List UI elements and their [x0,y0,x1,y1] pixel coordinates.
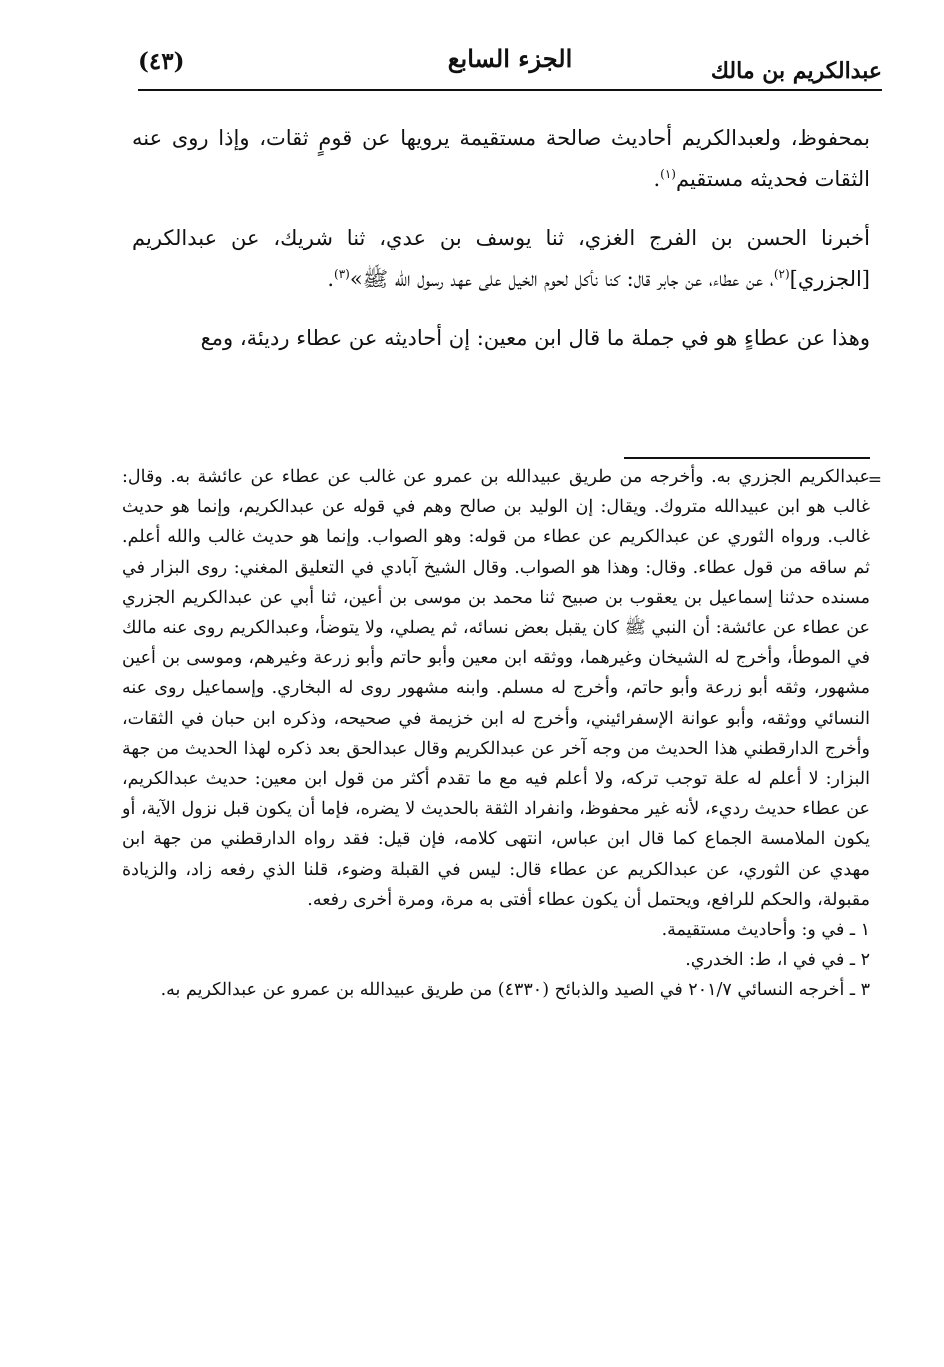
footnote-list [122,915,870,1006]
footnote-1: ١ ـ في و: وأحاديث مستقيمة. [661,920,870,941]
main-text [132,118,870,359]
page-number: (٤٣) [138,48,185,75]
header-rule [138,89,882,91]
footnote-ref-1: (١) [660,167,676,181]
running-head-section: عبدالكريم بن مالك [710,58,882,84]
running-head-volume: الجزء السابع [447,44,573,73]
paragraph-3: وهذا عن عطاءٍ هو في جملة ما قال ابن معين: إن أحاديثه عن عطاء رديئة، ومع [200,326,870,350]
footnote-2: ٢ ـ في في ا، ط: الخدري. [685,950,870,971]
footnote-ref-2: (٢) [773,267,790,281]
paragraph-1-text: بمحفوظ، ولعبدالكريم أحاديث صالحة مستقيمة يرويها عن قومٍ ثقات، وإذا روى عنه الثقات فحديثه مستقيم [132,126,870,191]
page-header [138,44,882,90]
paragraph-1-end: . [653,167,661,191]
continuation-text: عبدالكريم الجزري به. وأخرجه من طريق عبيدالله بن عمرو عن غالب عن عطاء عن عائشة به. وقال: غالب هو ابن عبيدالله متروك. ويقال: إن الوليد بن صالح وهم في قوله عن عبدالكريم، وإنما هو حديث غالب. ورواه الثوري عن عبدالكريم عن عطاء من قوله: وهو الصواب. وإنما هو حديث غالب والله أعلم. ثم ساقه من قول عطاء. وقال: وهذا هو الصواب. وقال الشيخ آبادي في التعليق المغني: روى البزار في مسنده حدثنا إسماعيل بن يعقوب بن صبيح ثنا محمد بن موسى بن أعين، ثنا أبي عن عبدالكريم الجزري عن عطاء عن عائشة: أن النبي ﷺ كان يقبل بعض نسائه، ثم يصلي، ولا يتوضأ، وعبدالكريم روى عنه مالك في الموطأ، وأخرج له الشيخان وغيرهما، ووثقه ابن معين وأبو حاتم وأبو زرعة وغيرهم، وموسى بن أعين مشهور، وثقه أبو زرعة وأبو حاتم، وأخرج له مسلم. وابنه مشهور روى له البخاري. وإسماعيل روى عنه النسائي ووثقه، وأبو عوانة الإسفرائيني، وأخرج له ابن خزيمة في صحيحه، وذكره ابن حبان في الثقات، وأخرج الدارقطني هذا الحديث من وجه آخر عن عبدالكريم وقال عبدالحق بعد ذكره لهذا الحديث من جهة البزار: لا أعلم له علة توجب تركه، ولا أعلم فيه مع ما تقدم أكثر من قول ابن معين: حديث عبدالكريم، عن عطاء حديث رديء، لأنه غير محفوظ، وانفراد الثقة بالحديث لا يضره، فإما أن يكون قبل نزول الآية، أو يكون الملامسة الجماع كما قال ابن عباس، انتهى كلامه، فإن قيل: فقد رواه الدارقطني من جهة ابن مهدي عن الثوري، عن عبدالكريم عن عطاء قال: ليس في القبلة وضوء، قلنا الذي رفعه زاد، والزيادة مقبولة، والحكم للرافع، ويحتمل أن يكون عطاء أفتى به مرة، ومرة أخرى رفعه. [122,467,870,910]
continuation-mark: = [867,470,882,490]
footnotes-area [122,462,882,1006]
paragraph-2-text-b: ، عن عطاء، عن جابر قال: كنا نأكل لحوم الخيل على عهد رسول الله ﷺ» [349,267,774,291]
footnote-continuation [122,462,882,915]
footnote-3: ٣ ـ أخرجه النسائي ٢٠١/٧ في الصيد والذبائح (٤٣٣٠) من طريق عبيدالله بن عمرو عن عبدالكريم به. [160,980,870,1001]
paragraph-2 [132,218,870,300]
paragraph-2-text-a: أخبرنا الحسن بن الفرج الغزي، ثنا يوسف بن عدي، ثنا شريك، عن عبدالكريم [الجزري] [132,226,870,291]
footnote-ref-3: (٣) [334,267,350,281]
paragraph-1 [132,118,870,200]
paragraph-2-end: . [327,267,335,291]
footnote-rule [624,457,870,459]
